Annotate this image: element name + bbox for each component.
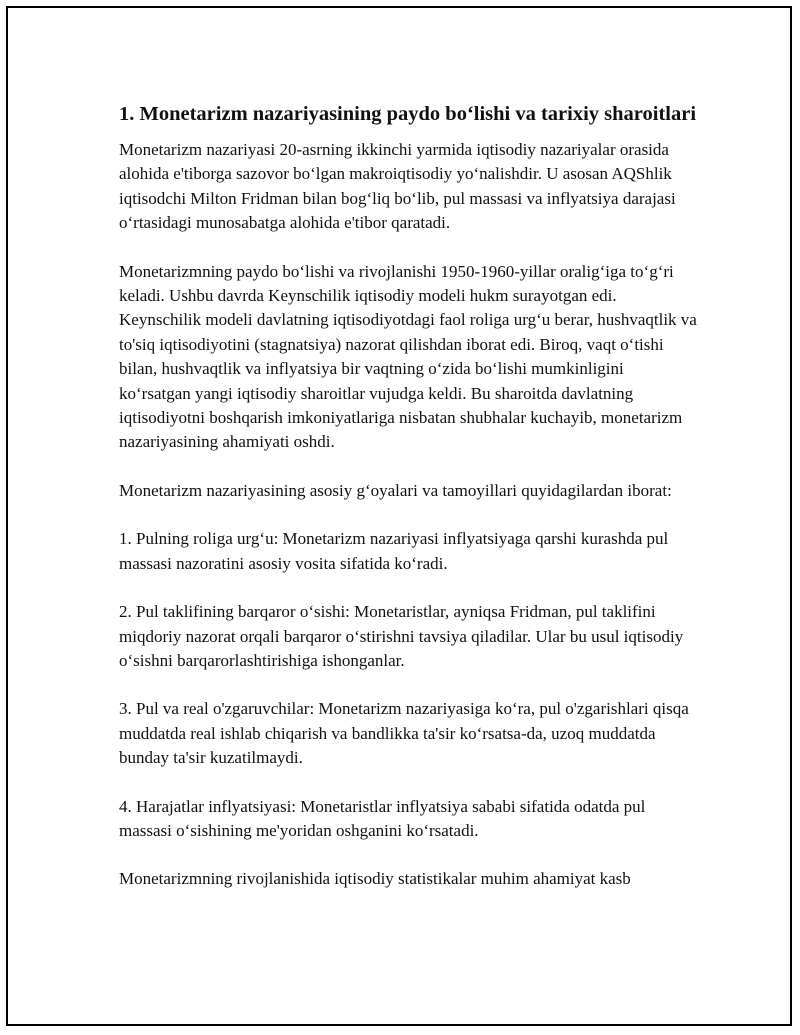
paragraph-principles-intro: Monetarizm nazariyasining asosiy g‘oyalari va tamoyillari quyidagilardan iborat: xyxy=(119,480,672,500)
paragraph-history: Monetarizmning paydo bo‘lishi va rivojlanishi 1950-1960-yillar oralig‘iga to‘g‘ri keladi. Ushbu davrda Keynschilik iqtisodiy modeli hukm surayotgan edi. Keynschilik modeli davlatning iqtisodiyotdagi faol roliga urg‘u berar, hushvaqtlik va to'siq iqtisodiyotini (stagnatsiya) nazorat qilishdan iborat edi. Biroq, vaqt o‘tishi bilan, hushvaqtlik va inflyatsiya bir vaqtning o‘zida bo‘lishi mumkinligini ko‘rsatgan yangi iqtisodiy sharoitlar vujudga keldi. Bu sharoitda davlatning iqtisodiyotni boshqarish imkoniyatlariga nisbatan shubhalar kuchayib, monetarizm nazariyasining ahamiyati oshdi. xyxy=(119,261,697,452)
document-body xyxy=(119,100,699,916)
document-page xyxy=(6,6,792,1026)
paragraph-principle-4: 4. Harajatlar inflyatsiyasi: Monetaristlar inflyatsiya sababi sifatida odatda pul massasi o‘sishining me'yoridan oshganini ko‘rsatadi. xyxy=(119,796,646,840)
section-heading: 1. Monetarizm nazariyasining paydo bo‘lishi va tarixiy sharoitlari xyxy=(119,103,697,125)
paragraph-intro: Monetarizm nazariyasi 20-asrning ikkinchi yarmida iqtisodiy nazariyalar orasida alohida e'tiborga sazovor bo‘lgan makroiqtisodiy yo‘nalishdir. U asosan AQShlik iqtisodchi Milton Fridman bilan bog‘liq bo‘lib, pul massasi va inflyatsiya darajasi o‘rtasidagi munosabatga alohida e'tibor qaratadi. xyxy=(119,140,676,233)
paragraph-principle-3: 3. Pul va real o'zgaruvchilar: Monetarizm nazariyasiga ko‘ra, pul o'zgarishlari qisqa muddatda real ishlab chiqarish va bandlikka ta'sir ko‘rsatsa-da, uzoq muddatda bunday ta'sir kuzatilmaydi. xyxy=(119,699,689,768)
paragraph-statistics: Monetarizmning rivojlanishida iqtisodiy statistikalar muhim ahamiyat kasb xyxy=(119,869,631,889)
paragraph-principle-1: 1. Pulning roliga urg‘u: Monetarizm nazariyasi inflyatsiyaga qarshi kurashda pul massasi nazoratini asosiy vosita sifatida ko‘radi. xyxy=(119,529,669,573)
paragraph-principle-2: 2. Pul taklifining barqaror o‘sishi: Monetaristlar, ayniqsa Fridman, pul taklifini miqdoriy nazorat orqali barqaror o‘stirishni tavsiya qiladilar. Ular bu usul iqtisodiy o‘sishni barqarorlashtirishiga ishonganlar. xyxy=(119,602,684,670)
